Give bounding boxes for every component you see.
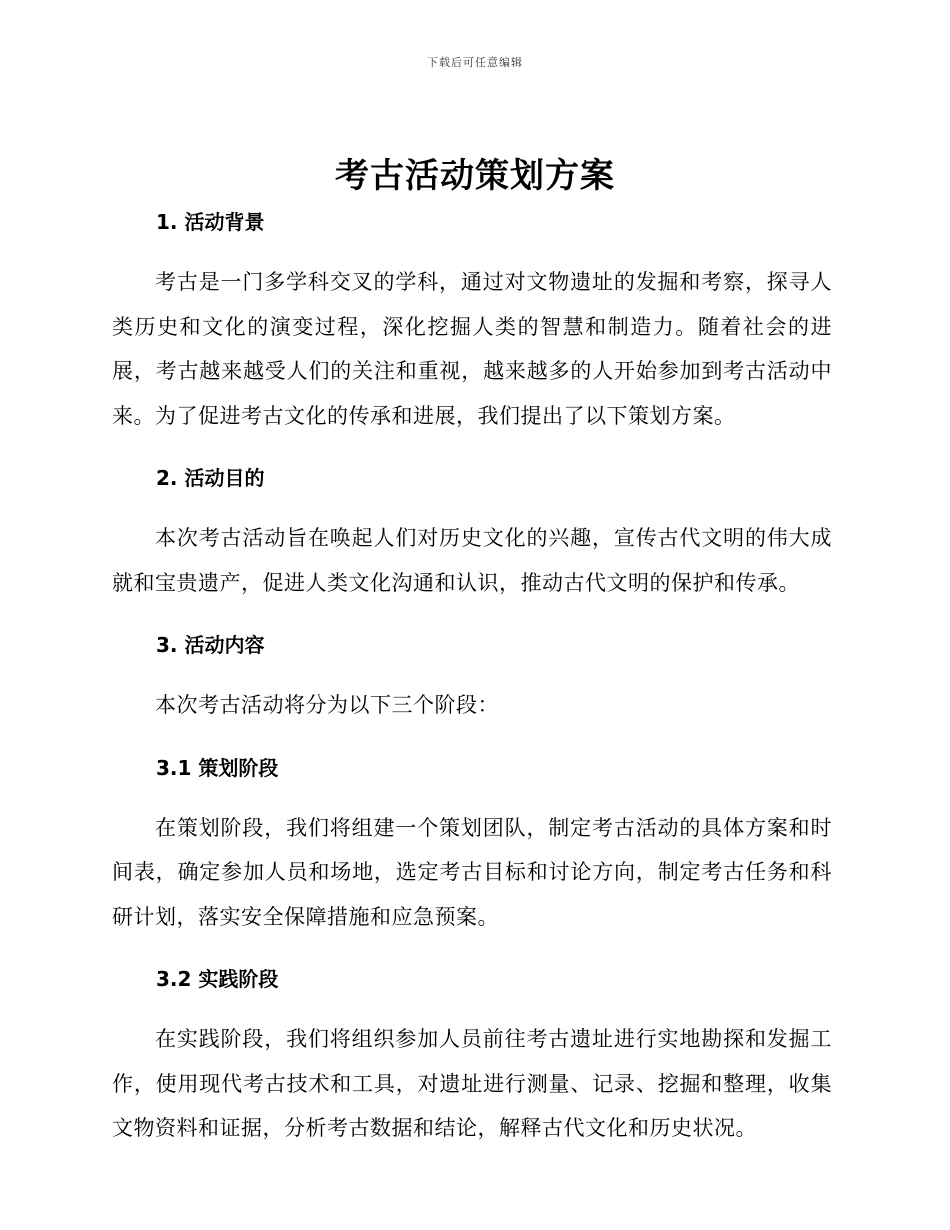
- section-heading-content: 3. 活动内容: [156, 633, 265, 657]
- section-body-purpose: 本次考古活动旨在唤起人们对历史文化的兴趣，宣传古代文明的伟大成就和宝贵遗产，促进人类文化沟通和认识，推动古代文明的保护和传承。: [112, 526, 832, 595]
- subsection-body-planning: 在策划阶段，我们将组建一个策划团队，制定考古活动的具体方案和时间表，确定参加人员和场地，选定考古目标和讨论方向，制定考古任务和科研计划，落实安全保障措施和应急预案。: [112, 815, 832, 929]
- subsection-heading-planning: 3.1 策划阶段: [156, 755, 279, 780]
- subsection-heading-practice: 3.2 实践阶段: [156, 967, 279, 991]
- document-body: [112, 200, 832, 1151]
- document-title: 考古活动策划方案: [335, 156, 615, 196]
- section-heading-purpose: 2. 活动目的: [156, 466, 265, 490]
- subsection-body-practice: 在实践阶段，我们将组织参加人员前往考古遗址进行实地勘探和发掘工作，使用现代考古技术和工具，对遗址进行测量、记录、挖掘和整理，收集文物资料和证据，分析考古数据和结论，解释古代文化和历史状况。: [112, 1027, 832, 1140]
- header-note: 下载后可任意编辑: [427, 56, 523, 69]
- section-heading-background: 1. 活动背景: [156, 210, 265, 234]
- section-body-background: 考古是一门多学科交叉的学科，通过对文物遗址的发掘和考察，探寻人类历史和文化的演变过程，深化挖掘人类的智慧和制造力。随着社会的进展，考古越来越受人们的关注和重视，越来越多的人开始参加到考古活动中来。为了促进考古文化的传承和进展，我们提出了以下策划方案。: [112, 270, 832, 428]
- section-body-content: 本次考古活动将分为以下三个阶段：: [155, 693, 499, 717]
